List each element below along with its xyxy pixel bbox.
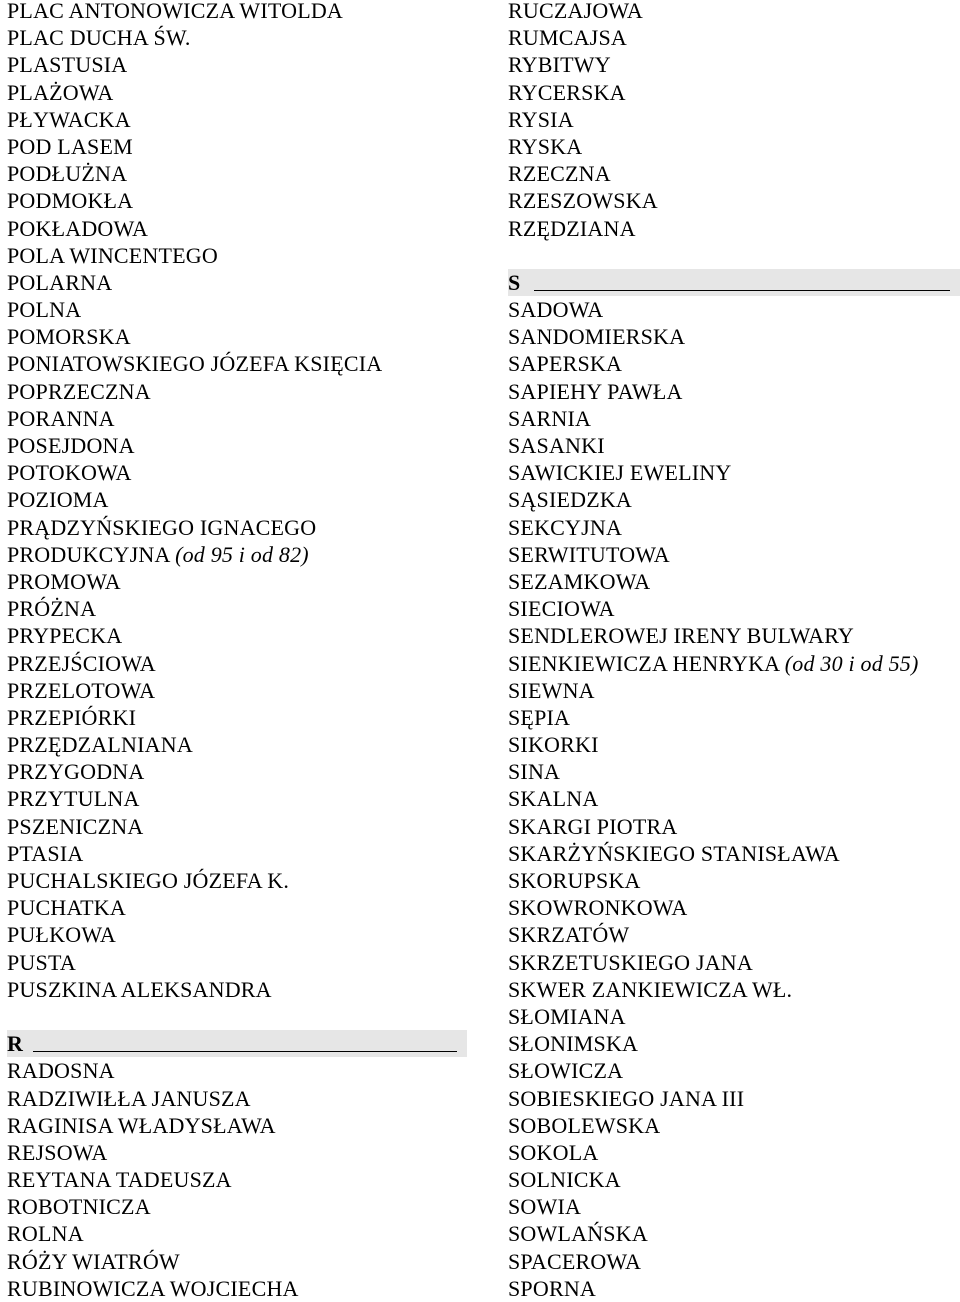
street-name: PRZĘDZALNIANA [7,732,193,758]
street-name: RADOSNA [7,1058,115,1084]
street-name: RYSKA [508,133,583,159]
street-name: SIKORKI [508,732,599,758]
street-name: PRYPECKA [7,623,123,649]
street-name: SAWICKIEJ EWELINY [508,460,732,486]
street-name: PTASIA [7,840,84,866]
street-name: POMORSKA [7,324,131,350]
header-underline [534,290,950,291]
street-name: SENDLEROWEJ IRENY BULWARY [508,623,854,649]
street-name: PRZELOTOWA [7,677,156,703]
street-name: REYTANA TADEUSZA [7,1167,232,1193]
street-name: POLARNA [7,269,113,295]
street-name: PLASTUSIA [7,52,128,78]
street-name: PRODUKCYJNA [7,541,170,567]
street-name: SOWIA [508,1194,582,1220]
street-name: SEKCYJNA [508,514,623,540]
street-name: REJSOWA [7,1139,108,1165]
street-name: SIECIOWA [508,596,615,622]
street-entry-sienkiewicza [508,650,960,677]
street-name: POZIOMA [7,487,109,513]
street-name: RÓŻY WIATRÓW [7,1248,180,1274]
street-name: SOWLAŃSKA [508,1221,648,1247]
right-column [508,0,960,1302]
house-number-note: (od 95 i od 82) [175,541,309,567]
street-name: SOBIESKIEGO JANA III [508,1085,745,1111]
street-list-s-continued [508,677,960,1302]
street-name: RYSIA [508,106,574,132]
street-name: SOKOLA [508,1139,599,1165]
street-name: PUCHALSKIEGO JÓZEFA K. [7,868,290,893]
street-name: SPORNA [508,1275,597,1301]
street-name: ROLNA [7,1221,84,1247]
street-name: PRZEJŚCIOWA [7,650,156,676]
street-name: PLAŻOWA [7,79,114,105]
street-name: SŁOWICZA [508,1058,624,1084]
street-name: RYBITWY [508,52,611,78]
street-name: RADZIWIŁŁA JANUSZA [7,1085,251,1111]
street-name: RUMCAJSA [508,25,627,51]
street-name: SIEWNA [508,677,595,703]
street-entry-produkcyjna [7,541,467,568]
street-name: PODMOKŁA [7,188,134,214]
street-name: RZECZNA [508,161,611,187]
street-name: RYCERSKA [508,79,626,105]
street-name: SANDOMIERSKA [508,324,686,350]
section-spacer [508,242,960,269]
street-name: SAPIEHY PAWŁA [508,378,683,404]
street-list-p [7,0,467,541]
street-name: SŁOMIANA [508,1003,626,1029]
street-name: SINA [508,759,561,785]
street-name: SKRZETUSKIEGO JANA [508,949,753,975]
street-name: PRZYGODNA [7,759,145,785]
street-name: SKORUPSKA [508,868,641,893]
street-name: PUCHATKA [7,895,126,921]
street-name: SĘPIA [508,704,571,730]
left-column [7,0,467,1302]
header-underline [33,1051,457,1052]
street-name: PUSZKINA ALEKSANDRA [7,976,272,1002]
street-list-s [508,296,960,649]
street-name: ROBOTNICZA [7,1194,151,1220]
street-name: PORANNA [7,405,115,431]
street-name: POSEJDONA [7,433,135,458]
street-name: SŁONIMSKA [508,1031,639,1057]
street-name: SKOWRONKOWA [508,895,688,921]
street-name: SOBOLEWSKA [508,1112,661,1138]
street-name: PRĄDZYŃSKIEGO IGNACEGO [7,514,317,540]
street-name: SEZAMKOWA [508,568,651,594]
street-name: PUŁKOWA [7,922,116,948]
street-name: PUSTA [7,949,76,975]
section-letter: R [7,1031,23,1057]
street-name: SASANKI [508,433,605,458]
street-name: PODŁUŻNA [7,161,128,187]
section-header-s [508,269,960,296]
street-name: SKWER ZANKIEWICZA WŁ. [508,976,793,1002]
street-list-r-continued [508,0,960,242]
street-name: SIENKIEWICZA HENRYKA [508,650,780,676]
street-name: POKŁADOWA [7,215,149,241]
street-name: PRZYTULNA [7,786,140,812]
section-spacer [7,1003,467,1030]
street-name: PSZENICZNA [7,813,144,839]
street-name: PROMOWA [7,568,121,594]
street-name: SKRZATÓW [508,922,630,948]
street-name: SARNIA [508,405,592,431]
street-list-p-continued [7,568,467,1003]
street-name: SERWITUTOWA [508,541,670,567]
street-name: SPACEROWA [508,1248,642,1274]
street-name: RZESZOWSKA [508,188,658,214]
street-name: SOLNICKA [508,1167,621,1193]
street-name: RZĘDZIANA [508,215,636,241]
street-name: SĄSIEDZKA [508,487,633,513]
street-name: POD LASEM [7,133,133,159]
street-name: PRÓŻNA [7,596,97,622]
street-name: POLNA [7,297,82,323]
street-name: PRZEPIÓRKI [7,704,137,730]
street-name: SAPERSKA [508,351,623,377]
street-name: RAGINISA WŁADYSŁAWA [7,1112,276,1138]
street-name: SKALNA [508,786,599,812]
street-name: PŁYWACKA [7,106,131,132]
street-name: SKARGI PIOTRA [508,813,678,839]
street-name: PLAC DUCHA ŚW. [7,25,191,51]
street-name: POLA WINCENTEGO [7,242,218,268]
street-list-r [7,1057,467,1302]
street-name: PLAC ANTONOWICZA WITOLDA [7,0,344,23]
street-name: SADOWA [508,297,604,323]
house-number-note: (od 30 i od 55) [784,650,919,676]
section-header-r [7,1030,467,1057]
street-name: POTOKOWA [7,460,132,486]
section-letter: S [508,269,521,295]
street-name: POPRZECZNA [7,378,151,404]
street-name: PONIATOWSKIEGO JÓZEFA KSIĘCIA [7,351,383,377]
street-name: RUBINOWICZA WOJCIECHA [7,1275,299,1301]
street-name: RUCZAJOWA [508,0,644,23]
street-name: SKARŻYŃSKIEGO STANISŁAWA [508,840,840,866]
